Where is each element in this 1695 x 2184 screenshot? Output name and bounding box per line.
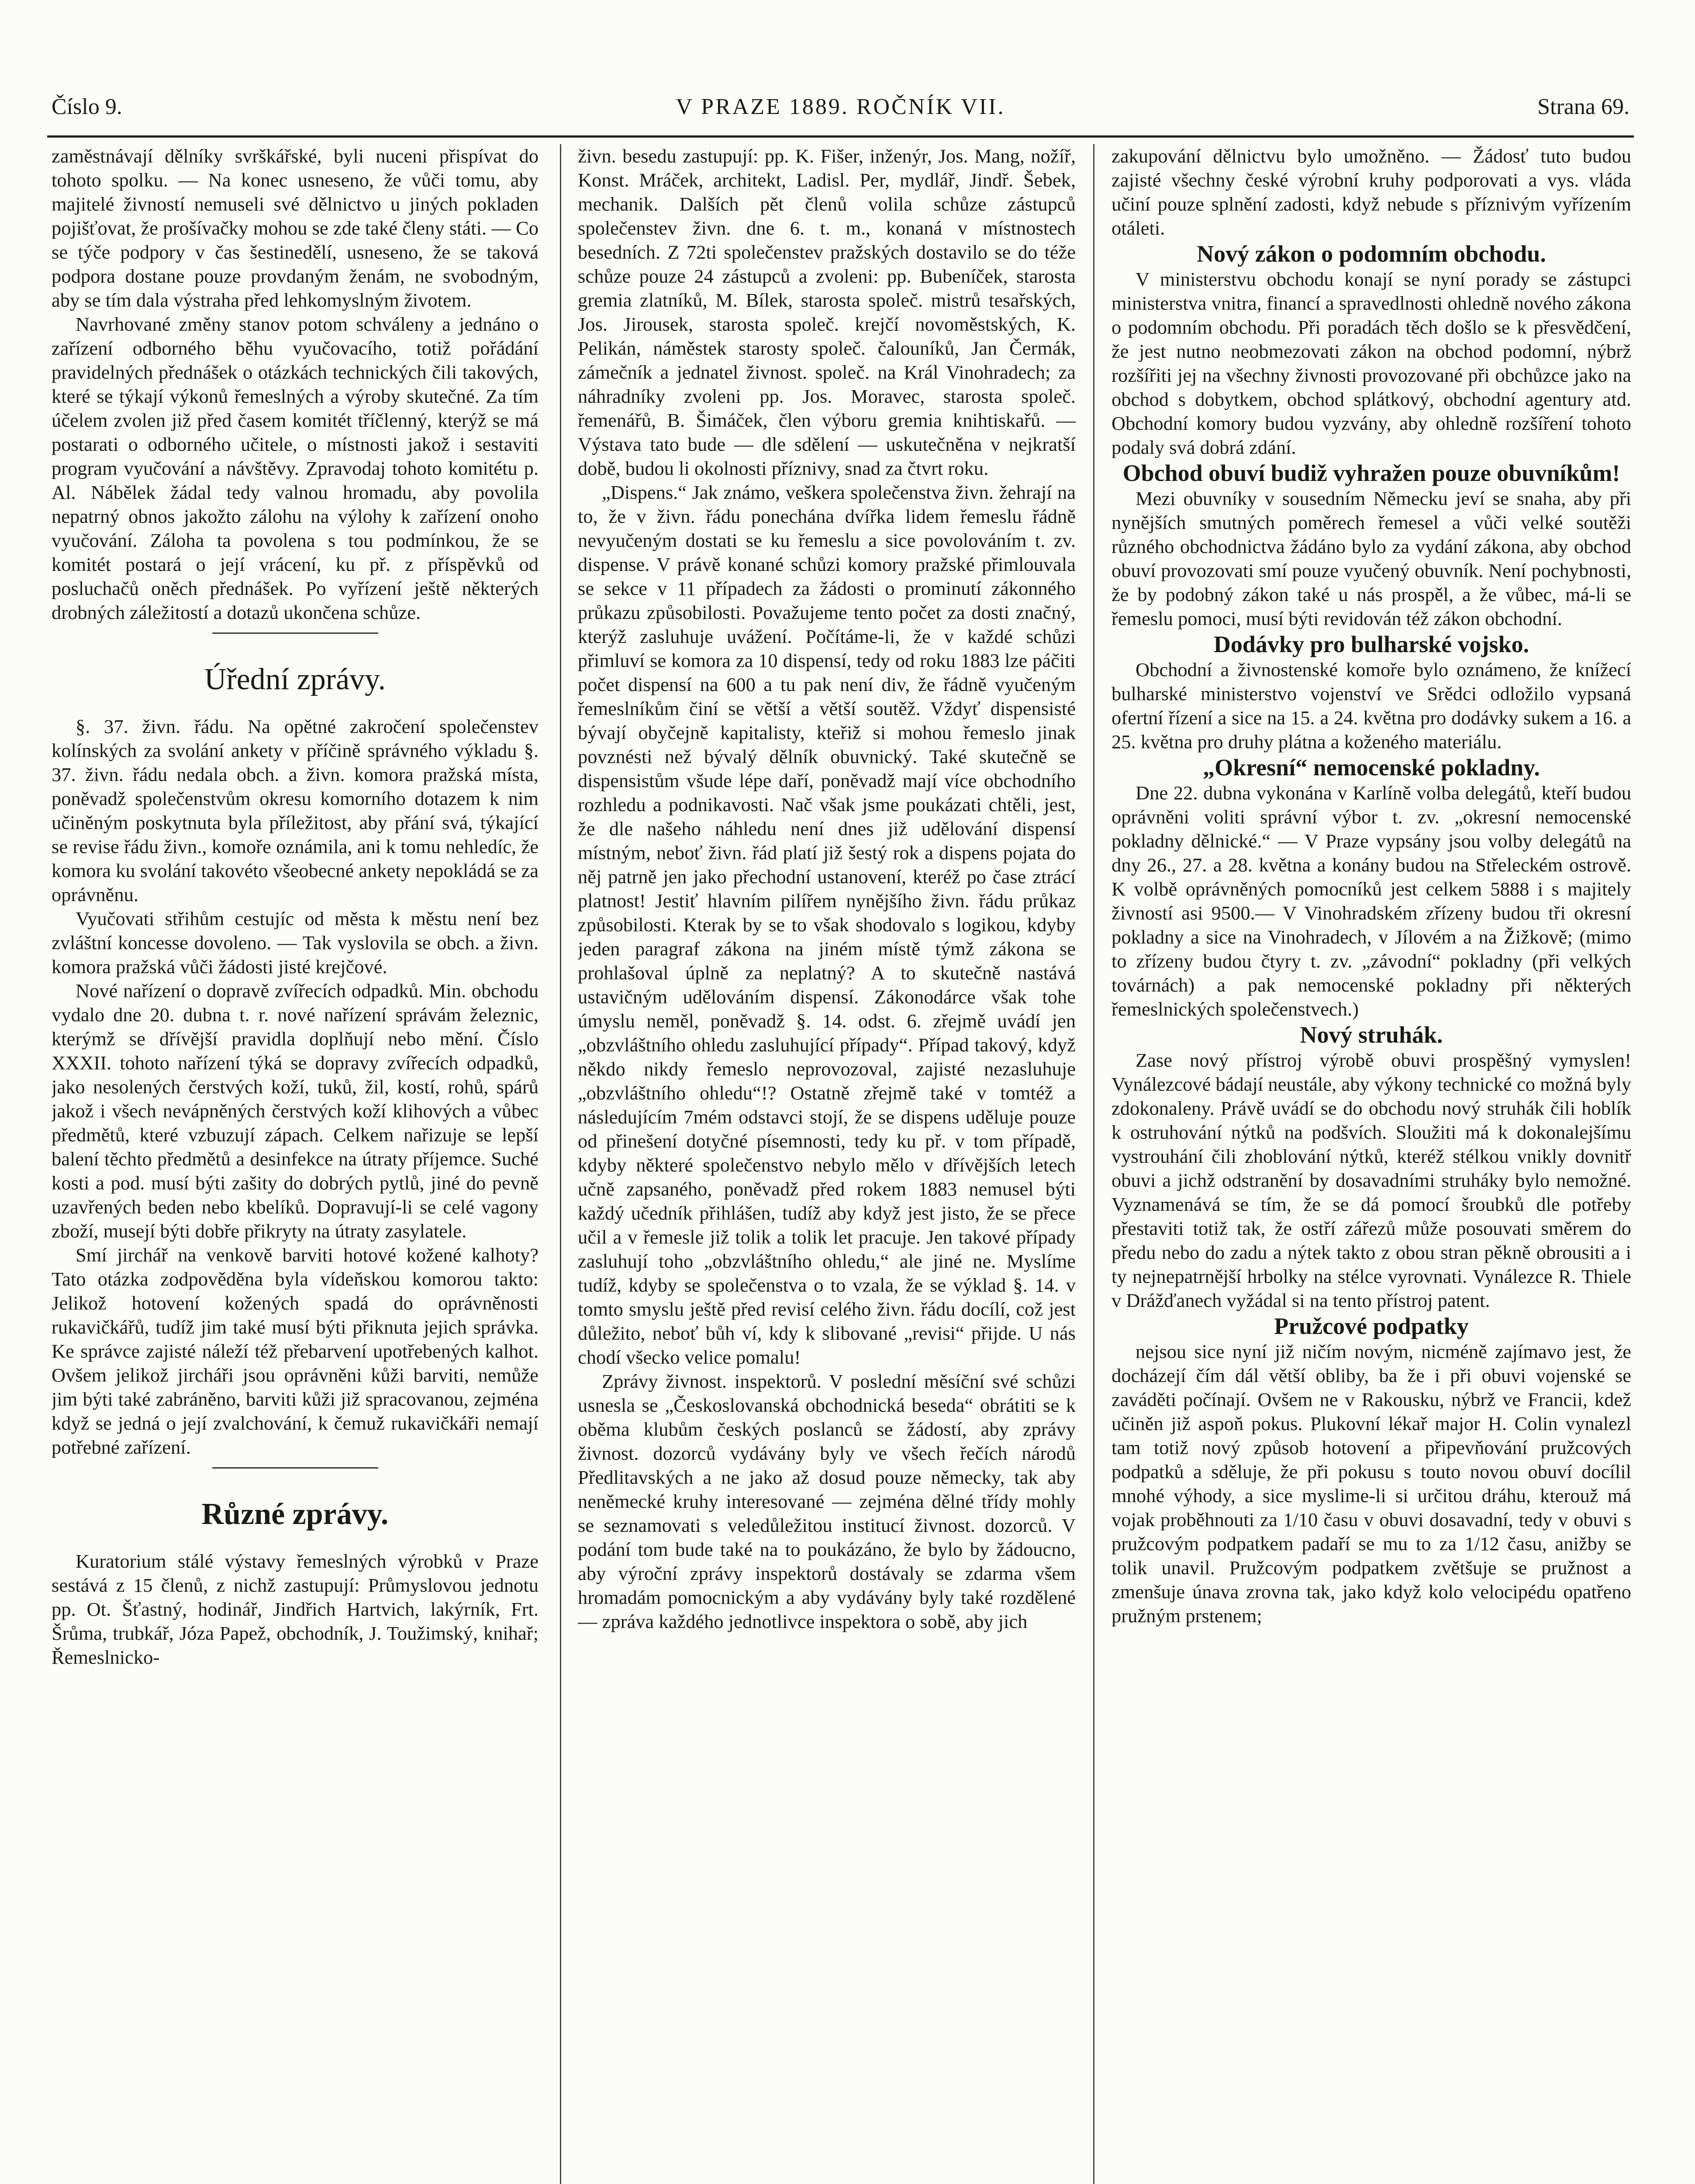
article-heading: Obchod obuví budiž vyhražen pouze obuvníkům! bbox=[1122, 460, 1620, 486]
paragraph: Kuratorium stálé výstavy řemeslných výrobků v Praze sestává z 15 členů, z nichž zastupují: Průmyslovou jednotu pp. Ot. Šťastný, hodinář, Jindřich Hartvich, lakýrník, Frt. Šrůma, trubkář, Józa Papež, obchodník, J. Toužimský, knihař; Řemeslnicko- bbox=[52, 1550, 539, 1668]
paragraph: Navrhované změny stanov potom schváleny a jednáno o zařízení odborného běhu vyučovacího, totiž pořádání pravidelných přednášek o otázkách technických čili takových, které se týkají výkonů řemeslných a výroby skutečné. Za tím účelem zvolen již před časem komitét tříčlenný, kterýž se má postarati o odborného učitele, o místnosti jakož i sestaviti program vyučování a návštěvy. Zpravodaj tohoto komitétu p. Al. Nábělek žádal tedy valnou hromadu, aby povolila nepatrný obnos jakožto zálohu na výlohy k zařízení onoho vyučování. Záloha ta povolena s tou podmínkou, že se komitét postará o její vrácení, ku př. z příspěvků od posluchačů oněch přednášek. Po vyřízení ještě některých drobných záležitostí a dotazů ukončena schůze. bbox=[52, 313, 539, 623]
header-rule bbox=[47, 135, 1634, 138]
paragraph: Mezi obuvníky v sousedním Německu jeví se snaha, aby při nynějších smutných poměrech řemesel a vůči velké soutěži různého obchodnictva žádáno bylo za vydání zákona, aby obchod obuví provozovati smí pouze vyučený obuvník. Není pochybnosti, že by podobný zákon také u nás prospěl, a že vůbec, má-li se řemeslu pomoci, musí býti revidován též zákon obchodní. bbox=[1112, 487, 1631, 629]
divider bbox=[212, 632, 378, 634]
article-heading: Nový zákon o podomním obchodu. bbox=[1197, 241, 1546, 267]
paragraph: zakupování dělnictvu bylo umožněno. — Žádosť tuto budou zajisté všechny české výrobní kruhy podporovati a vys. vláda učiní pouze splnění zadosti, když nebude s příznivým vyřízením otáleti. bbox=[1112, 145, 1631, 239]
column-2 bbox=[578, 144, 1076, 2184]
divider bbox=[212, 1467, 378, 1469]
paragraph: Zase nový přístroj výrobě obuvi prospěšný vymyslen! Vynálezcové bádají neustále, aby výkony technické co možná byly zdokonaleny. Právě uvádí se do obchodu nový struhák čili hoblík k ostruhování nýtků na podšvích. Sloužiti má k dokonalejšímu vystrouhání čili zhoblování nýtků, kteréž stélkou vnikly dovnitř obuvi a jichž odstranění by dosavadními struháky bylo nemožné. Vyznamenává se tím, že se dá pomocí šroubků dle potřeby přestaviti totiž tak, že ostří zářezů může posouvati směrem do předu nebo do zadu a nýtek takto z obou stran pěkně obrousiti a i ty nejnepatrnější hrbolky na stélce vyrovnati. Vynálezce R. Thiele v Drážďanech vyžádal si na tento přístroj patent. bbox=[1112, 1049, 1631, 1311]
paragraph: Vyučovati střihům cestujíc od města k městu není bez zvláštní koncesse dovoleno. — Tak vyslovila se obch. a živn. komora pražská vůči žádosti jisté krejčové. bbox=[52, 908, 539, 978]
page-number: Strana 69. bbox=[1537, 94, 1629, 119]
issue-number: Číslo 9. bbox=[52, 94, 122, 119]
column-divider bbox=[560, 144, 561, 2184]
column-divider bbox=[1093, 144, 1094, 2184]
paragraph: Dne 22. dubna vykonána v Karlíně volba delegátů, kteří budou oprávněni voliti správní výbor t. zv. „okresní nemocenské pokladny dělnické.“ — V Praze vypsány jsou volby delegátů na dny 26., 27. a 28. května a konány budou na Střeleckém ostrově. K volbě oprávněných pomocníků jest celkem 5888 i s majitely živností asi 9500.— V Vinohradském zřízeny budou tři okresní pokladny a sice na Vinohradech, v Jílovém a na Žižkově; (mimo to zřízeny budou čtyry t. zv. „závodní“ pokladny (při velkých továrnách) a pak nemocenské pokladny při některých řemeslnických společenstvech.) bbox=[1112, 782, 1631, 1020]
paragraph: Smí jirchář na venkově barviti hotové kožené kalhoty? Tato otázka zodpověděna byla vídeňskou komorou takto: Jelikož hotovení kožených spadá do oprávněnosti rukavičkářů, tudíž jim také musí býti přiknuta jejich správka. Ke správce zajisté náleží též přebarvení upotřebených kalhot. Ovšem jelikož jircháři jsou oprávněni kůži barviti, nemůže jim býti také zabráněno, barviti kůži již spracovanou, zejména když se jedná o její zvalchování, k čemuž rukavičkáři nemají potřebné zařízení. bbox=[52, 1244, 539, 1458]
article-heading: Nový struhák. bbox=[1300, 1022, 1443, 1048]
article-heading: Pružcové podpatky bbox=[1274, 1313, 1469, 1339]
section-heading-misc: Různé zprávy. bbox=[201, 1497, 389, 1531]
paragraph: živn. besedu zastupují: pp. K. Fišer, inženýr, Jos. Mang, nožíř, Konst. Mráček, architekt, Ladisl. Per, mydlář, Jindř. Šebek, mechanik. Dalších pět členů volila schůze zástupců společenstev živn. dne 6. t. m., konaná v místnostech besedních. Z 72ti společenstev pražských dostavilo se do téže schůze pouze 24 zástupců a zvoleni: pp. Bubeníček, starosta gremia zlatníků, M. Bílek, starosta společ. mistrů tesařských, Jos. Jirousek, starosta společ. krejčí novoměstských, K. Pelikán, náměstek starosty společ. čalouníků, Jan Čermák, zámečník a jednatel živnost. společ. na Král Vinohradech; za náhradníky zvoleni pp. Jos. Moravec, starosta společ. řemenářů, B. Šimáček, člen výboru gremia knihtiskařů. — Výstava tato bude — dle sdělení — uskutečněna v nejkratší době, budou li okolnosti příznivy, snad za čtvrt roku. bbox=[578, 145, 1076, 479]
paragraph: zaměstnávají dělníky svrškářské, byli nuceni přispívat do tohoto spolku. — Na konec usneseno, že vůči tomu, aby majitelé živností nemuseli své dělnictvo u jiných pokladen pojišťovat, že prošívačky mohou se zde také členy státi. — Co se týče podpory v čas šestinedělí, usneseno, že se taková podpora dostane pouze provdaným ženám, ne svobodným, aby se tím dala výstraha před lehkomyslným životem. bbox=[52, 145, 539, 311]
column-3 bbox=[1112, 144, 1631, 2184]
paragraph: nejsou sice nyní již ničím novým, nicméně zajímavo jest, že docházejí čím dál větší obliby, ba že i při obuvi vojenské se zaváděti počínají. Ovšem ne v Rakousku, nýbrž ve Francii, kdež učiněn již aspoň pokus. Plukovní lékař major H. Colin vynalezl tam totiž nový způsob hotovení a připevňování pružcových podpatků a sděluje, že při pokusu s touto novou obuví docílil mnohé výhody, a sice myslime-li si určitou dráhu, kterouž má vojak proběhnouti za 1/10 času v obuvi dosavadní, tedy v obuvi s pružcovým podpatkem padaří se mu to za 1/12 času, anižby se tolik unavil. Pružcovým podpatkem zvětšuje se pružnost a zmenšuje únava zrovna tak, jako když kolo velocipédu opatřeno pružným prstenem; bbox=[1112, 1341, 1631, 1627]
column-1 bbox=[52, 144, 539, 2184]
page-header bbox=[52, 94, 1629, 129]
paragraph: „Dispens.“ Jak známo, veškera společenstva živn. žehrají na to, že v živn. řádu ponechána dvířka lidem řemeslu řádně nevyučeným dostati se ku řemeslu a sice povolováním t. zv. dispense. V právě konané schůzi komory pražské přimlouvala se sekce v 11 případech za žádosti o prominutí zákonného průkazu způsobilosti. Považujeme tento počet za dosti značný, kterýž zasluhuje uvážení. Počítáme-li, že v každé schůzi přimluví se komora za 10 dispensí, tedy od roku 1883 lze páčiti počet dispensí na 600 a tu pak není div, že řádně vyučeným řemeslníkům činí se větší a větší soutěž. Vždyť dispensisté bývají obyčejně kapitalisty, kteřiž si mohou řemeslo jinak povznésti než bývalý dělník obuvnický. Také skutečně se dispensistům všude lépe daří, poněvadž mají více obchodního rozhledu a podnikavosti. Nač však jsme poukázati chtěli, jest, že dle našeho náhledu není dnes již udělování dispensí místným, neboť živn. řád platí již šestý rok a dispens pojata do něj patrně jen jako přechodní ustanovení, kteréž po čase ztrácí platnost! Jestiť hlavním pilířem nynějšího živn. řádu průkaz způsobilosti. Kterak by se to však shodovalo s logikou, kdyby jeden paragraf zákona na jiném místě týmž zákona se prohlašoval úplně za neplatný? A to skutečně nastává ustavičným udělováním dispensí. Zákonodárce však tohe úmyslu neměl, poněvadž §. 14. odst. 6. zřejmě uvádí jen „obzvláštního ohledu zasluhující případy“. Případ takový, když někdo nikdy řemeslo neprovozoval, zajisté nezasluhuje „obzvláštního ohledu“!? Ostatně zřejmě také v tomtéž a následujícím 7mém odstavci stojí, že se dispens uděluje pouze od přinešení dotyčné písemnosti, tedy ku př. v tom případě, kdyby některé společenstvo nebylo mělo v dřívějších letech učně zapsaného, poněvadž před rokem 1883 nemusel býti každý učedník přihlášen, tudíž aby když jest jisto, že se přece učil a v řemesle již tolik a tolik let pracuje. Jen takové případy zasluhují toho „obzvláštního ohledu,“ ale jiné ne. Myslíme tudíž, kdyby se společenstva o to vzala, že se výklad §. 14. v tomto smyslu ještě před revisí celého živn. řádu docílí, což jest důležito, neboť bůh ví, kdy k slibované „revisi“ přijde. U nás chodí všecko velice pomalu! bbox=[578, 481, 1076, 1368]
section-heading-official: Úřední zprávy. bbox=[204, 663, 386, 696]
paragraph: V ministerstvu obchodu konají se nyní porady se zástupci ministerstva vnitra, financí a spravedlnosti ohledně nového zákona o podomním obchodu. Při poradách těch došlo se k přesvědčení, že jest nutno neobmezovati zákon na obchod podomní, nýbrž rozšířiti jej na všechny živnosti provozované při obchůzce jako na obchod s dobytkem, obchod splátkový, obchodní agentury atd. Obchodní komory budou vyzvány, aby ohledně rozšíření tohoto podaly svá dobrá zdání. bbox=[1112, 268, 1631, 458]
paragraph: Zprávy živnost. inspektorů. V poslední měsíční své schůzi usnesla se „Českoslovanská obchodnická beseda“ obrátiti se k oběma klubům českých poslanců se žádostí, aby zprávy živnost. dozorců vydávány byly ve všech řečích národů Předlitavských a ne jako až dosud pouze německy, tak aby neněmecké kruhy interesované — zejména dělné třídy mohly se seznamovati s veledůležitou institucí živnost. dozorců. V podání tom bude také na to poukázáno, že bylo by žádoucno, aby výroční zprávy inspektorů dostávaly se zdarma všem hromadám pomocnickým a aby vydávány byly také rozdělené — zpráva každého jednotlivce inspektora o sobě, aby jich bbox=[578, 1370, 1076, 1632]
paragraph: Nové nařízení o dopravě zvířecích odpadků. Min. obchodu vydalo dne 20. dubna t. r. nové nařízení správám železnic, kterýmž se dřívější pravidla doplňují nebo mění. Číslo XXXII. tohoto nařízení týká se dopravy zvířecích odpadků, jako nesolených čerstvých koží, tuků, žil, kostí, rohů, spárů jakož i všech nevápněných čerstvých koží klihových a vůbec předmětů, které vzbuzují zápach. Celkem nařizuje se lepší balení těchto předmětů a desinfekce na útraty příjemce. Suché kosti a pod. musí býti zašity do dobrých pytlů, jiné do pevně uzavřených beden nebo kbelíků. Dopravují-li se celé vagony zboží, musejí býti dobře přikryty na útraty zasylatele. bbox=[52, 980, 539, 1242]
paragraph: Obchodní a živnostenské komoře bylo oznámeno, že knížecí bulharské ministerstvo vojenství ve Srědci odložilo vypsaná ofertní řízení a sice na 15. a 24. května pro dodávky sukem a 16. a 25. května pro druhy plátna a koženého materiálu. bbox=[1112, 659, 1631, 753]
article-heading: „Okresní“ nemocenské pokladny. bbox=[1203, 754, 1540, 781]
paragraph: §. 37. živn. řádu. Na opětné zakročení společenstev kolínských za svolání ankety v příčině správného výkladu §. 37. živn. řádu nedala obch. a živn. komora pražská místa, poněvadž společenstvům okresu komorního dotazem k nim učiněným poskytnuta byla příležitost, aby přání svá, týkající se revise řádu živn., komoře oznámila, ani k tomu nehledíc, že komora ku svolání takovéto všeobecné ankety nepokládá se za oprávněnu. bbox=[52, 715, 539, 905]
article-heading: Dodávky pro bulharské vojsko. bbox=[1213, 631, 1529, 657]
masthead-date: V PRAZE 1889. ROČNÍK VII. bbox=[676, 94, 1005, 119]
